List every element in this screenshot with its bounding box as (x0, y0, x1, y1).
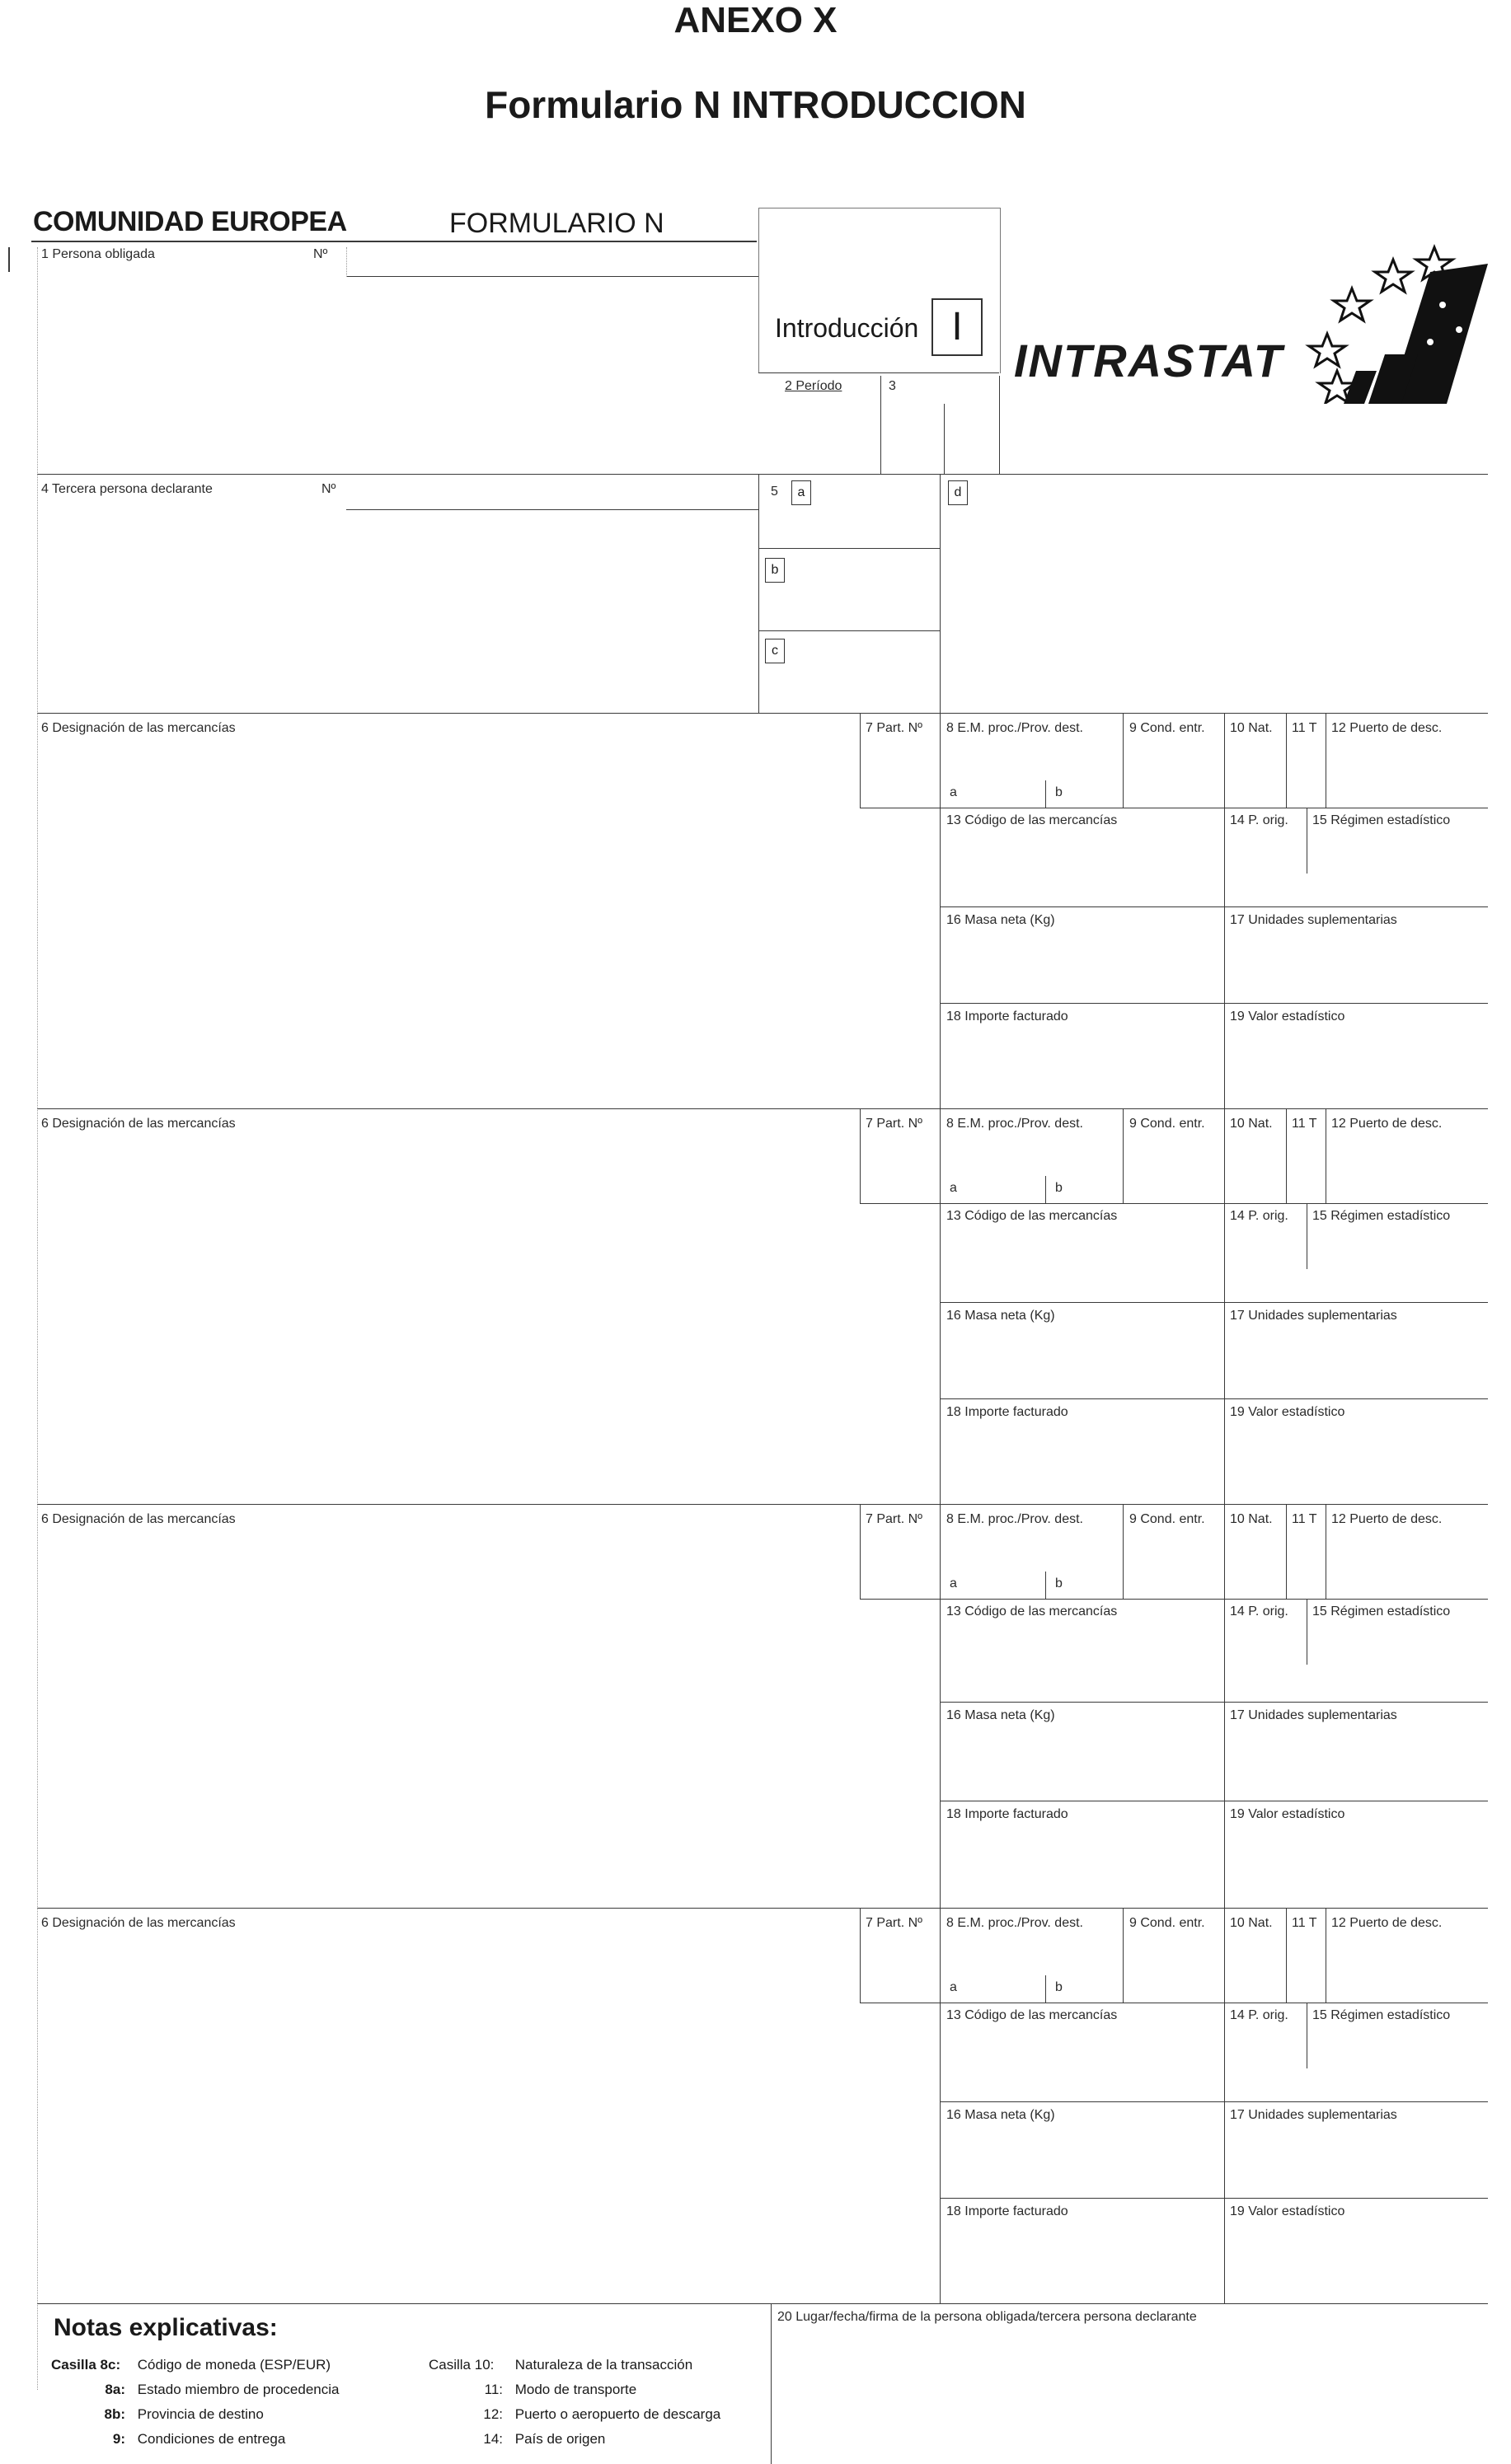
f14-label: 14 P. orig. (1230, 2008, 1288, 2022)
f18-label: 18 Importe facturado (946, 1807, 1068, 1821)
note-row (51, 2431, 285, 2448)
footer-top (37, 2303, 1488, 2304)
notes-title: Notas explicativas: (54, 2314, 278, 2341)
f13-label: 13 Código de las mercancías (946, 2008, 1118, 2022)
f17-label: 17 Unidades suplementarias (1230, 913, 1397, 927)
desc-label: 6 Designación de las mercancías (41, 721, 236, 735)
note-row (429, 2406, 720, 2423)
f7-label: 7 Part. Nº (866, 1512, 922, 1526)
note-code: 11: (484, 2382, 503, 2397)
note-row (429, 2382, 636, 2398)
f7-label: 7 Part. Nº (866, 721, 922, 735)
note-code: 12: (483, 2406, 503, 2422)
box5b-tag: b (765, 558, 785, 583)
box3-right (944, 404, 945, 474)
item-block (0, 713, 1511, 1108)
f8-label: 8 E.M. proc./Prov. dest. (946, 1916, 1083, 1930)
f13-label: 13 Código de las mercancías (946, 1209, 1118, 1223)
box5-right (940, 474, 941, 713)
note-row (51, 2406, 264, 2423)
f11-label: 11 T (1292, 721, 1317, 735)
box5c-tag: c (765, 639, 785, 663)
note-text: Puerto o aeropuerto de descarga (514, 2406, 721, 2422)
item-block (0, 1108, 1511, 1504)
box2-label: 2 Período (785, 379, 842, 393)
item-block (0, 1504, 1511, 1908)
f17-label: 17 Unidades suplementarias (1230, 2108, 1397, 2122)
desc-label: 6 Designación de las mercancías (41, 1512, 236, 1526)
header-underline (31, 241, 757, 242)
f17-label: 17 Unidades suplementarias (1230, 1309, 1397, 1323)
f12-label: 12 Puerto de desc. (1331, 721, 1443, 735)
f11-label: 11 T (1292, 1916, 1317, 1930)
f10-label: 10 Nat. (1230, 1916, 1273, 1930)
form-name-label: FORMULARIO N (449, 208, 664, 239)
box4-top (37, 474, 1488, 475)
f18-label: 18 Importe facturado (946, 2204, 1068, 2218)
sub-a-label: a (950, 785, 957, 799)
box5d-tag: d (948, 480, 968, 505)
footer-divider (771, 2303, 772, 2464)
note-text: País de origen (514, 2431, 606, 2447)
box1-field-divider (346, 247, 347, 277)
f9-label: 9 Cond. entr. (1129, 1512, 1205, 1526)
note-row (51, 2382, 339, 2398)
note-text: Naturaleza de la transacción (514, 2357, 693, 2373)
f16-label: 16 Masa neta (Kg) (946, 2108, 1055, 2122)
box2-divider (880, 376, 881, 475)
f11-label: 11 T (1292, 1512, 1317, 1526)
note-row (51, 2357, 331, 2373)
note-code: Casilla 8c: (51, 2357, 121, 2373)
note-text: Condiciones de entrega (137, 2431, 286, 2447)
f8-label: 8 E.M. proc./Prov. dest. (946, 1117, 1083, 1131)
f15-label: 15 Régimen estadístico (1312, 1604, 1451, 1618)
f9-label: 9 Cond. entr. (1129, 1916, 1205, 1930)
f7-label: 7 Part. Nº (866, 1117, 922, 1131)
intrastat-logo (1014, 239, 1492, 404)
f19-label: 19 Valor estadístico (1230, 1405, 1345, 1419)
intrastat-text: INTRASTAT (1014, 335, 1283, 386)
f16-label: 16 Masa neta (Kg) (946, 1708, 1055, 1722)
desc-label: 6 Designación de las mercancías (41, 1117, 236, 1131)
note-code: 14: (483, 2431, 503, 2447)
community-label: COMUNIDAD EUROPEA (33, 206, 347, 237)
flow-code-box: I (931, 298, 983, 356)
f10-label: 10 Nat. (1230, 721, 1273, 735)
f9-label: 9 Cond. entr. (1129, 721, 1205, 735)
f10-label: 10 Nat. (1230, 1117, 1273, 1131)
f15-label: 15 Régimen estadístico (1312, 813, 1451, 827)
note-code: 9: (112, 2431, 125, 2447)
f7-label: 7 Part. Nº (866, 1916, 922, 1930)
box4-label: 4 Tercera persona declarante (41, 482, 213, 496)
item-block (0, 1908, 1511, 2303)
f12-label: 12 Puerto de desc. (1331, 1117, 1443, 1131)
box4-field-line (346, 509, 758, 510)
box5-left (758, 474, 759, 713)
box5-label: 5 (771, 485, 778, 499)
sub-a-label: a (950, 1576, 957, 1590)
note-code: 8b: (104, 2406, 125, 2422)
f15-label: 15 Régimen estadístico (1312, 2008, 1451, 2022)
star-icon (1334, 288, 1370, 321)
note-text: Estado miembro de procedencia (137, 2382, 340, 2397)
flow-label: Introducción (775, 313, 919, 343)
f15-label: 15 Régimen estadístico (1312, 1209, 1451, 1223)
sub-a-label: a (950, 1181, 957, 1195)
f18-label: 18 Importe facturado (946, 1405, 1068, 1419)
box20-label: 20 Lugar/fecha/firma de la persona obligada/tercera persona declarante (777, 2310, 1197, 2324)
note-text: Provincia de destino (137, 2406, 264, 2422)
f12-label: 12 Puerto de desc. (1331, 1512, 1443, 1526)
f18-label: 18 Importe facturado (946, 1009, 1068, 1024)
left-mark (8, 247, 10, 272)
f13-label: 13 Código de las mercancías (946, 813, 1118, 827)
f14-label: 14 P. orig. (1230, 1604, 1288, 1618)
flow-box-bottom (758, 372, 999, 373)
note-code: 8a: (105, 2382, 125, 2397)
box1-no-label: Nº (313, 247, 328, 261)
f19-label: 19 Valor estadístico (1230, 2204, 1345, 2218)
page-title: Formulario N INTRODUCCION (485, 83, 1026, 126)
star-icon (1375, 260, 1411, 292)
f10-label: 10 Nat. (1230, 1512, 1273, 1526)
f16-label: 16 Masa neta (Kg) (946, 913, 1055, 927)
box1-label: 1 Persona obligada (41, 247, 155, 261)
f11-label: 11 T (1292, 1117, 1317, 1131)
f17-label: 17 Unidades suplementarias (1230, 1708, 1397, 1722)
f8-label: 8 E.M. proc./Prov. dest. (946, 1512, 1083, 1526)
sub-b-label: b (1055, 1980, 1063, 1994)
box5a-tag: a (791, 480, 811, 505)
f19-label: 19 Valor estadístico (1230, 1807, 1345, 1821)
f13-label: 13 Código de las mercancías (946, 1604, 1118, 1618)
f14-label: 14 P. orig. (1230, 813, 1288, 827)
note-row (429, 2431, 605, 2448)
f12-label: 12 Puerto de desc. (1331, 1916, 1443, 1930)
f14-label: 14 P. orig. (1230, 1209, 1288, 1223)
sub-b-label: b (1055, 785, 1063, 799)
sub-a-label: a (950, 1980, 957, 1994)
box3-label: 3 (889, 379, 896, 393)
box5a-bottom (758, 548, 940, 549)
f16-label: 16 Masa neta (Kg) (946, 1309, 1055, 1323)
note-row (429, 2357, 692, 2373)
box5b-bottom (758, 630, 940, 631)
box3-right-2 (999, 376, 1000, 475)
f9-label: 9 Cond. entr. (1129, 1117, 1205, 1131)
note-text: Modo de transporte (514, 2382, 637, 2397)
sub-b-label: b (1055, 1181, 1063, 1195)
f8-label: 8 E.M. proc./Prov. dest. (946, 721, 1083, 735)
box4-no-label: Nº (321, 482, 336, 496)
star-icon (1309, 334, 1345, 366)
f19-label: 19 Valor estadístico (1230, 1009, 1345, 1024)
box1-field-line (346, 276, 758, 277)
annex-heading: ANEXO X (673, 0, 838, 40)
sub-b-label: b (1055, 1576, 1063, 1590)
desc-label: 6 Designación de las mercancías (41, 1916, 236, 1930)
note-text: Código de moneda (ESP/EUR) (137, 2357, 331, 2373)
note-code: Casilla 10: (429, 2357, 495, 2373)
